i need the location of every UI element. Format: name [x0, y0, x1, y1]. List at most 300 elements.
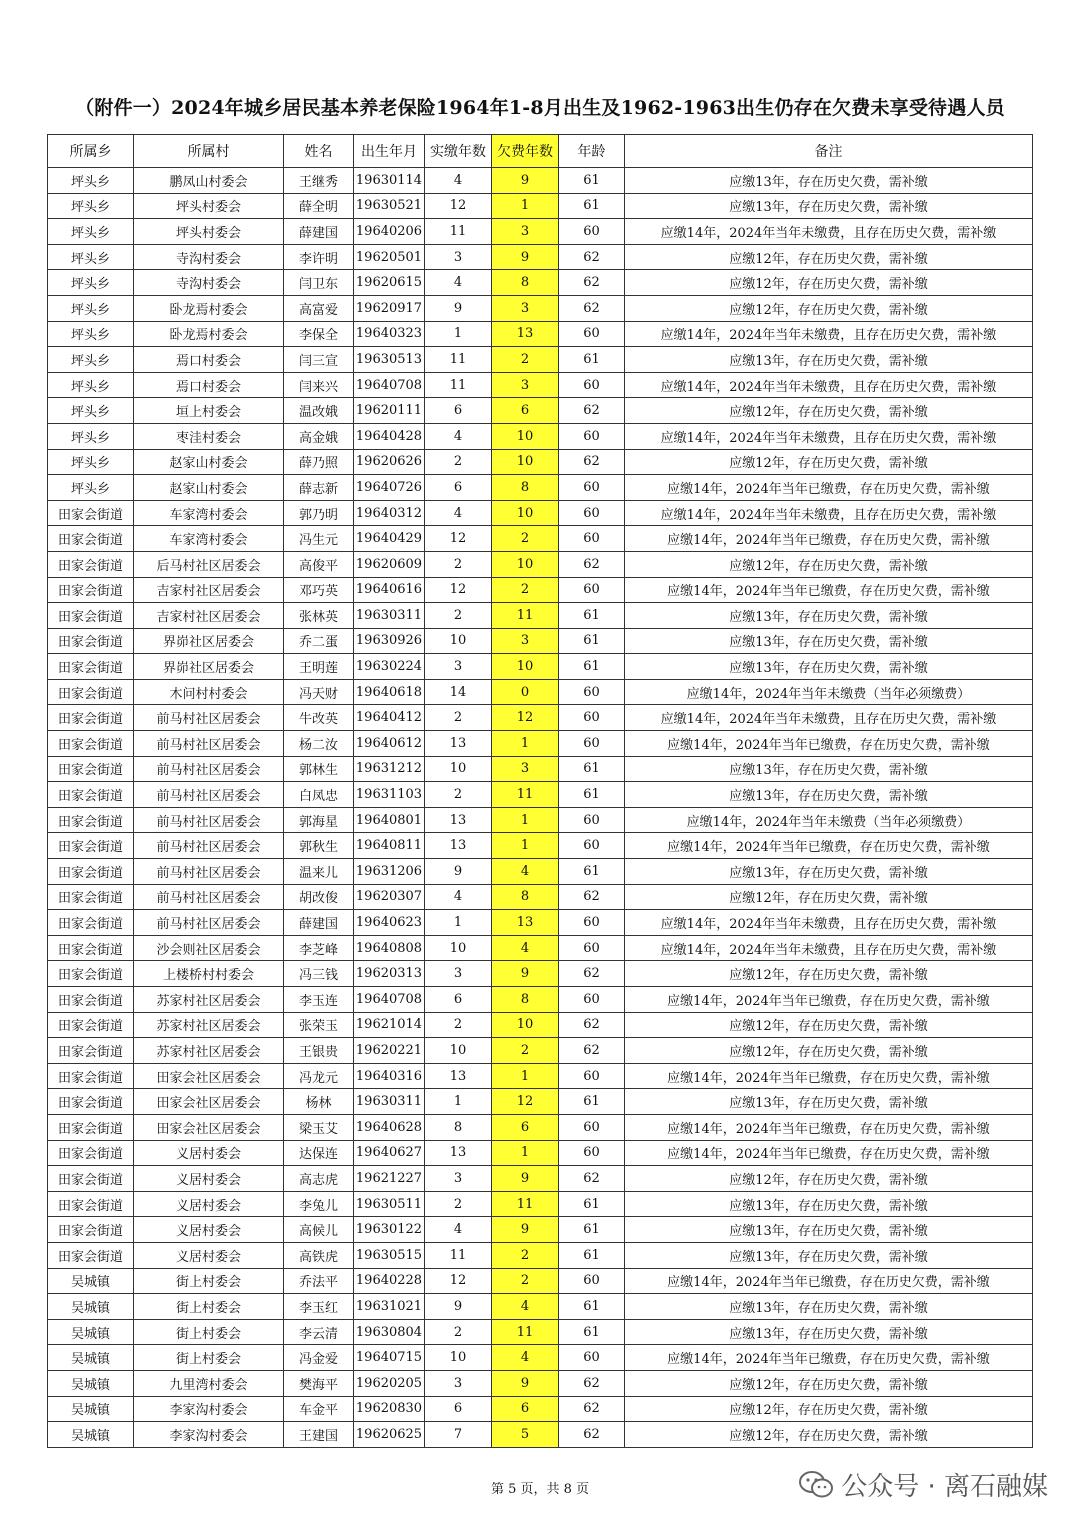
cell-birth: 19620625: [354, 1422, 425, 1448]
cell-paid-years: 4: [425, 270, 492, 296]
cell-township: 吴城镇: [48, 1370, 134, 1396]
cell-paid-years: 6: [425, 1396, 492, 1422]
cell-village: 卧龙焉村委会: [134, 295, 284, 321]
cell-age: 61: [559, 1191, 625, 1217]
cell-paid-years: 9: [425, 1294, 492, 1320]
cell-remarks: 应缴12年，存在历史欠费，需补缴: [625, 1396, 1033, 1422]
cell-age: 61: [559, 756, 625, 782]
cell-paid-years: 2: [425, 449, 492, 475]
cell-age: 60: [559, 577, 625, 603]
cell-arrears-years: 11: [492, 782, 559, 808]
cell-birth: 19620111: [354, 398, 425, 424]
cell-arrears-years: 0: [492, 679, 559, 705]
cell-remarks: 应缴14年，2024年当年未缴费（当年必须缴费）: [625, 807, 1033, 833]
table-row: [48, 807, 1033, 833]
cell-arrears-years: 12: [492, 705, 559, 731]
cell-birth: 19640708: [354, 987, 425, 1013]
cell-birth: 19640708: [354, 372, 425, 398]
cell-arrears-years: 4: [492, 1345, 559, 1371]
cell-arrears-years: 13: [492, 321, 559, 347]
cell-village: 前马村社区居委会: [134, 807, 284, 833]
cell-name: 张荣玉: [284, 1012, 354, 1038]
cell-township: 田家会街道: [48, 807, 134, 833]
cell-age: 61: [559, 347, 625, 373]
cell-village: 焉口村委会: [134, 372, 284, 398]
cell-arrears-years: 1: [492, 731, 559, 757]
cell-birth: 19640811: [354, 833, 425, 859]
cell-name: 高志虎: [284, 1166, 354, 1192]
cell-village: 界峁社区居委会: [134, 628, 284, 654]
cell-age: 60: [559, 935, 625, 961]
header-arrears-years: 欠费年数: [492, 135, 559, 168]
cell-remarks: 应缴12年，存在历史欠费，需补缴: [625, 398, 1033, 424]
cell-arrears-years: 1: [492, 193, 559, 219]
cell-township: 田家会街道: [48, 833, 134, 859]
cell-name: 车金平: [284, 1396, 354, 1422]
cell-arrears-years: 12: [492, 1089, 559, 1115]
cell-arrears-years: 10: [492, 1012, 559, 1038]
table-row: [48, 654, 1033, 680]
cell-name: 郭乃明: [284, 500, 354, 526]
cell-paid-years: 2: [425, 551, 492, 577]
table-row: [48, 987, 1033, 1013]
cell-birth: 19640628: [354, 1114, 425, 1140]
cell-name: 高候儿: [284, 1217, 354, 1243]
cell-township: 田家会街道: [48, 1012, 134, 1038]
cell-paid-years: 7: [425, 1422, 492, 1448]
table-row: [48, 1396, 1033, 1422]
cell-village: 吉家村社区居委会: [134, 603, 284, 629]
cell-paid-years: 3: [425, 961, 492, 987]
table-row: [48, 398, 1033, 424]
cell-birth: 19620205: [354, 1370, 425, 1396]
cell-paid-years: 10: [425, 756, 492, 782]
cell-remarks: 应缴14年，2024年当年未缴费，且存在历史欠费，需补缴: [625, 321, 1033, 347]
cell-age: 60: [559, 423, 625, 449]
cell-village: 焉口村委会: [134, 347, 284, 373]
cell-paid-years: 11: [425, 372, 492, 398]
cell-birth: 19640801: [354, 807, 425, 833]
cell-village: 前马村社区居委会: [134, 833, 284, 859]
cell-township: 吴城镇: [48, 1396, 134, 1422]
header-remarks: 备注: [625, 135, 1033, 168]
header-township: 所属乡: [48, 135, 134, 168]
cell-birth: 19620221: [354, 1038, 425, 1064]
cell-village: 垣上村委会: [134, 398, 284, 424]
cell-name: 王银贵: [284, 1038, 354, 1064]
cell-arrears-years: 8: [492, 987, 559, 1013]
cell-village: 义居村委会: [134, 1140, 284, 1166]
cell-village: 苏家村社区居委会: [134, 1012, 284, 1038]
cell-name: 郭海星: [284, 807, 354, 833]
cell-age: 60: [559, 987, 625, 1013]
cell-township: 坪头乡: [48, 295, 134, 321]
cell-arrears-years: 2: [492, 1242, 559, 1268]
table-header-row: [48, 135, 1033, 168]
cell-birth: 19620501: [354, 244, 425, 270]
table-row: [48, 935, 1033, 961]
table-row: [48, 1217, 1033, 1243]
cell-village: 界峁社区居委会: [134, 654, 284, 680]
table-row: [48, 961, 1033, 987]
cell-birth: 19630511: [354, 1191, 425, 1217]
cell-name: 李兔儿: [284, 1191, 354, 1217]
cell-township: 田家会街道: [48, 551, 134, 577]
cell-township: 坪头乡: [48, 372, 134, 398]
cell-birth: 19640206: [354, 219, 425, 245]
table-row: [48, 244, 1033, 270]
table-row: [48, 347, 1033, 373]
header-birth: 出生年月: [354, 135, 425, 168]
table-row: [48, 1370, 1033, 1396]
cell-name: 闫来兴: [284, 372, 354, 398]
cell-township: 田家会街道: [48, 782, 134, 808]
cell-age: 62: [559, 295, 625, 321]
cell-remarks: 应缴14年，2024年当年已缴费，存在历史欠费，需补缴: [625, 1140, 1033, 1166]
cell-remarks: 应缴14年，2024年当年已缴费，存在历史欠费，需补缴: [625, 987, 1033, 1013]
table-row: [48, 526, 1033, 552]
cell-age: 62: [559, 961, 625, 987]
cell-township: 田家会街道: [48, 1089, 134, 1115]
cell-age: 62: [559, 1166, 625, 1192]
cell-township: 田家会街道: [48, 987, 134, 1013]
cell-remarks: 应缴13年，存在历史欠费，需补缴: [625, 654, 1033, 680]
cell-township: 田家会街道: [48, 526, 134, 552]
cell-age: 62: [559, 1012, 625, 1038]
cell-township: 田家会街道: [48, 679, 134, 705]
cell-paid-years: 13: [425, 1140, 492, 1166]
cell-name: 胡改俊: [284, 884, 354, 910]
cell-arrears-years: 2: [492, 577, 559, 603]
cell-village: 田家会社区居委会: [134, 1089, 284, 1115]
cell-arrears-years: 3: [492, 756, 559, 782]
cell-birth: 19640627: [354, 1140, 425, 1166]
cell-arrears-years: 3: [492, 219, 559, 245]
table-row: [48, 910, 1033, 936]
cell-paid-years: 1: [425, 321, 492, 347]
cell-remarks: 应缴14年，2024年当年未缴费（当年必须缴费）: [625, 679, 1033, 705]
cell-birth: 19631212: [354, 756, 425, 782]
cell-township: 田家会街道: [48, 500, 134, 526]
cell-paid-years: 1: [425, 910, 492, 936]
cell-age: 60: [559, 1140, 625, 1166]
cell-arrears-years: 3: [492, 372, 559, 398]
table-row: [48, 551, 1033, 577]
cell-paid-years: 11: [425, 1242, 492, 1268]
cell-village: 苏家村社区居委会: [134, 1038, 284, 1064]
cell-name: 杨二汝: [284, 731, 354, 757]
cell-age: 61: [559, 193, 625, 219]
cell-paid-years: 10: [425, 935, 492, 961]
cell-arrears-years: 1: [492, 807, 559, 833]
cell-township: 田家会街道: [48, 1217, 134, 1243]
cell-village: 义居村委会: [134, 1166, 284, 1192]
cell-village: 木问村村委会: [134, 679, 284, 705]
cell-remarks: 应缴14年，2024年当年已缴费，存在历史欠费，需补缴: [625, 1268, 1033, 1294]
cell-village: 吉家村社区居委会: [134, 577, 284, 603]
cell-arrears-years: 11: [492, 1191, 559, 1217]
cell-village: 车家湾村委会: [134, 526, 284, 552]
cell-village: 田家会社区居委会: [134, 1063, 284, 1089]
cell-birth: 19630311: [354, 603, 425, 629]
cell-remarks: 应缴13年，存在历史欠费，需补缴: [625, 1217, 1033, 1243]
cell-name: 邓巧英: [284, 577, 354, 603]
cell-age: 61: [559, 628, 625, 654]
cell-paid-years: 11: [425, 219, 492, 245]
cell-township: 田家会街道: [48, 1140, 134, 1166]
cell-arrears-years: 10: [492, 551, 559, 577]
table-row: [48, 1191, 1033, 1217]
cell-remarks: 应缴13年，存在历史欠费，需补缴: [625, 628, 1033, 654]
cell-arrears-years: 3: [492, 628, 559, 654]
cell-village: 前马村社区居委会: [134, 705, 284, 731]
cell-township: 坪头乡: [48, 475, 134, 501]
cell-village: 九里湾村委会: [134, 1370, 284, 1396]
cell-arrears-years: 10: [492, 449, 559, 475]
table-row: [48, 833, 1033, 859]
cell-remarks: 应缴12年，存在历史欠费，需补缴: [625, 270, 1033, 296]
cell-village: 卧龙焉村委会: [134, 321, 284, 347]
table-row: [48, 1038, 1033, 1064]
cell-township: 田家会街道: [48, 756, 134, 782]
cell-paid-years: 13: [425, 1063, 492, 1089]
cell-remarks: 应缴13年，存在历史欠费，需补缴: [625, 1319, 1033, 1345]
table-row: [48, 449, 1033, 475]
cell-remarks: 应缴14年，2024年当年已缴费，存在历史欠费，需补缴: [625, 577, 1033, 603]
cell-age: 62: [559, 244, 625, 270]
cell-age: 62: [559, 884, 625, 910]
cell-township: 田家会街道: [48, 603, 134, 629]
cell-paid-years: 2: [425, 705, 492, 731]
cell-remarks: 应缴12年，存在历史欠费，需补缴: [625, 1038, 1033, 1064]
cell-arrears-years: 10: [492, 423, 559, 449]
cell-paid-years: 13: [425, 833, 492, 859]
cell-age: 61: [559, 1319, 625, 1345]
cell-name: 牛改英: [284, 705, 354, 731]
cell-village: 前马村社区居委会: [134, 859, 284, 885]
cell-village: 后马村社区居委会: [134, 551, 284, 577]
table-row: [48, 1063, 1033, 1089]
table-row: [48, 705, 1033, 731]
cell-remarks: 应缴14年，2024年当年已缴费，存在历史欠费，需补缴: [625, 526, 1033, 552]
cell-paid-years: 12: [425, 193, 492, 219]
cell-paid-years: 8: [425, 1114, 492, 1140]
cell-age: 60: [559, 372, 625, 398]
cell-village: 沙会则社区居委会: [134, 935, 284, 961]
cell-remarks: 应缴13年，存在历史欠费，需补缴: [625, 1242, 1033, 1268]
table-row: [48, 1012, 1033, 1038]
cell-name: 李云清: [284, 1319, 354, 1345]
cell-paid-years: 12: [425, 577, 492, 603]
cell-paid-years: 10: [425, 1038, 492, 1064]
cell-paid-years: 2: [425, 1191, 492, 1217]
table-row: [48, 1140, 1033, 1166]
cell-age: 60: [559, 1345, 625, 1371]
cell-birth: 19631021: [354, 1294, 425, 1320]
cell-village: 义居村委会: [134, 1242, 284, 1268]
cell-name: 高铁虎: [284, 1242, 354, 1268]
table-row: [48, 1114, 1033, 1140]
table-row: [48, 628, 1033, 654]
cell-name: 郭林生: [284, 756, 354, 782]
table-row: [48, 295, 1033, 321]
arrears-table: [47, 134, 1033, 1448]
table-row: [48, 193, 1033, 219]
cell-remarks: 应缴14年，2024年当年未缴费，且存在历史欠费，需补缴: [625, 935, 1033, 961]
cell-name: 李玉红: [284, 1294, 354, 1320]
table-row: [48, 423, 1033, 449]
cell-remarks: 应缴14年，2024年当年未缴费，且存在历史欠费，需补缴: [625, 910, 1033, 936]
cell-birth: 19640715: [354, 1345, 425, 1371]
cell-name: 薛建国: [284, 910, 354, 936]
cell-name: 乔二蛋: [284, 628, 354, 654]
cell-remarks: 应缴12年，存在历史欠费，需补缴: [625, 244, 1033, 270]
cell-age: 62: [559, 449, 625, 475]
cell-paid-years: 3: [425, 1370, 492, 1396]
cell-village: 苏家村社区居委会: [134, 987, 284, 1013]
table-row: [48, 1166, 1033, 1192]
cell-remarks: 应缴13年，存在历史欠费，需补缴: [625, 193, 1033, 219]
cell-birth: 19620917: [354, 295, 425, 321]
cell-age: 60: [559, 679, 625, 705]
cell-arrears-years: 6: [492, 1396, 559, 1422]
table-row: [48, 321, 1033, 347]
cell-age: 60: [559, 833, 625, 859]
cell-age: 60: [559, 731, 625, 757]
cell-township: 田家会街道: [48, 705, 134, 731]
cell-arrears-years: 2: [492, 1268, 559, 1294]
table-row: [48, 372, 1033, 398]
cell-name: 王建国: [284, 1422, 354, 1448]
table-row: [48, 500, 1033, 526]
cell-remarks: 应缴14年，2024年当年已缴费，存在历史欠费，需补缴: [625, 1114, 1033, 1140]
cell-name: 温来儿: [284, 859, 354, 885]
cell-township: 田家会街道: [48, 1038, 134, 1064]
cell-name: 梁玉艾: [284, 1114, 354, 1140]
cell-arrears-years: 9: [492, 1370, 559, 1396]
wechat-icon: [799, 1471, 833, 1499]
cell-village: 枣洼村委会: [134, 423, 284, 449]
cell-village: 李家沟村委会: [134, 1422, 284, 1448]
cell-birth: 19620615: [354, 270, 425, 296]
cell-name: 郭秋生: [284, 833, 354, 859]
cell-name: 王继秀: [284, 168, 354, 194]
cell-birth: 19631206: [354, 859, 425, 885]
cell-name: 高俊平: [284, 551, 354, 577]
header-paid-years: 实缴年数: [425, 135, 492, 168]
cell-age: 61: [559, 1217, 625, 1243]
cell-village: 赵家山村委会: [134, 449, 284, 475]
cell-arrears-years: 8: [492, 270, 559, 296]
table-row: [48, 782, 1033, 808]
cell-remarks: 应缴13年，存在历史欠费，需补缴: [625, 1089, 1033, 1115]
cell-birth: 19640726: [354, 475, 425, 501]
cell-paid-years: 11: [425, 347, 492, 373]
header-age: 年龄: [559, 135, 625, 168]
table-row: [48, 1319, 1033, 1345]
cell-village: 前马村社区居委会: [134, 884, 284, 910]
cell-township: 田家会街道: [48, 910, 134, 936]
cell-village: 义居村委会: [134, 1217, 284, 1243]
cell-remarks: 应缴12年，存在历史欠费，需补缴: [625, 1422, 1033, 1448]
cell-township: 吴城镇: [48, 1422, 134, 1448]
cell-village: 坪头村委会: [134, 193, 284, 219]
cell-remarks: 应缴13年，存在历史欠费，需补缴: [625, 1191, 1033, 1217]
cell-remarks: 应缴14年，2024年当年已缴费，存在历史欠费，需补缴: [625, 475, 1033, 501]
cell-name: 杨林: [284, 1089, 354, 1115]
cell-village: 车家湾村委会: [134, 500, 284, 526]
cell-age: 62: [559, 1370, 625, 1396]
cell-age: 60: [559, 321, 625, 347]
cell-arrears-years: 11: [492, 1319, 559, 1345]
cell-township: 田家会街道: [48, 1166, 134, 1192]
cell-village: 坪头村委会: [134, 219, 284, 245]
cell-arrears-years: 5: [492, 1422, 559, 1448]
cell-arrears-years: 1: [492, 1140, 559, 1166]
cell-township: 田家会街道: [48, 731, 134, 757]
cell-age: 61: [559, 782, 625, 808]
cell-paid-years: 2: [425, 603, 492, 629]
cell-paid-years: 1: [425, 1089, 492, 1115]
cell-remarks: 应缴14年，2024年当年已缴费，存在历史欠费，需补缴: [625, 731, 1033, 757]
cell-name: 王明莲: [284, 654, 354, 680]
cell-village: 寺沟村委会: [134, 270, 284, 296]
cell-remarks: 应缴14年，2024年当年未缴费，且存在历史欠费，需补缴: [625, 500, 1033, 526]
cell-township: 坪头乡: [48, 423, 134, 449]
cell-paid-years: 12: [425, 526, 492, 552]
cell-township: 田家会街道: [48, 577, 134, 603]
cell-arrears-years: 6: [492, 1114, 559, 1140]
cell-paid-years: 10: [425, 628, 492, 654]
cell-township: 坪头乡: [48, 219, 134, 245]
cell-arrears-years: 4: [492, 859, 559, 885]
cell-name: 薛建国: [284, 219, 354, 245]
cell-remarks: 应缴12年，存在历史欠费，需补缴: [625, 551, 1033, 577]
cell-township: 田家会街道: [48, 1063, 134, 1089]
cell-name: 达保连: [284, 1140, 354, 1166]
cell-birth: 19630513: [354, 347, 425, 373]
table-row: [48, 731, 1033, 757]
table-row: [48, 577, 1033, 603]
cell-township: 田家会街道: [48, 961, 134, 987]
cell-remarks: 应缴12年，存在历史欠费，需补缴: [625, 961, 1033, 987]
cell-age: 60: [559, 910, 625, 936]
cell-birth: 19640612: [354, 731, 425, 757]
cell-remarks: 应缴12年，存在历史欠费，需补缴: [625, 1370, 1033, 1396]
cell-paid-years: 14: [425, 679, 492, 705]
cell-paid-years: 13: [425, 807, 492, 833]
cell-arrears-years: 3: [492, 295, 559, 321]
cell-remarks: 应缴14年，2024年当年未缴费，且存在历史欠费，需补缴: [625, 219, 1033, 245]
cell-name: 冯金爱: [284, 1345, 354, 1371]
cell-name: 李许明: [284, 244, 354, 270]
cell-paid-years: 6: [425, 398, 492, 424]
cell-arrears-years: 2: [492, 526, 559, 552]
cell-name: 薛全明: [284, 193, 354, 219]
cell-village: 鹏凤山村委会: [134, 168, 284, 194]
cell-township: 吴城镇: [48, 1294, 134, 1320]
cell-remarks: 应缴13年，存在历史欠费，需补缴: [625, 347, 1033, 373]
cell-name: 樊海平: [284, 1370, 354, 1396]
cell-paid-years: 3: [425, 244, 492, 270]
table-row: [48, 1242, 1033, 1268]
header-village: 所属村: [134, 135, 284, 168]
cell-remarks: 应缴12年，存在历史欠费，需补缴: [625, 1166, 1033, 1192]
cell-township: 田家会街道: [48, 654, 134, 680]
cell-name: 李玉连: [284, 987, 354, 1013]
header-name: 姓名: [284, 135, 354, 168]
cell-name: 乔法平: [284, 1268, 354, 1294]
